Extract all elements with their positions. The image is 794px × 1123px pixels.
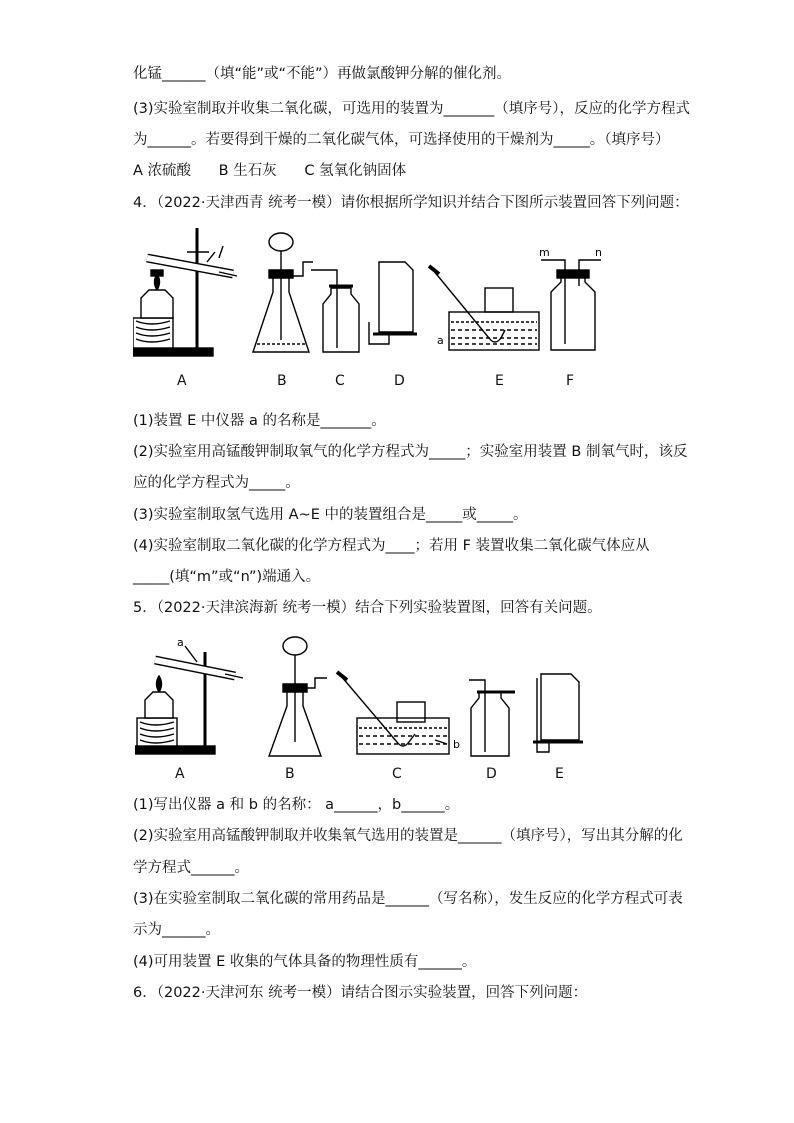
apparatus-e-fig2 [533,674,583,752]
fig1-label-f: F [566,373,575,389]
fig1-label-a: A [177,373,187,389]
svg-text:m: m [539,246,550,259]
svg-text:n: n [595,246,602,259]
fig2-label-e: E [555,766,564,782]
text-line-q4-5: (4)实验室制取二氧化碳的化学方程式为____；若用 F 装置收集二氧化碳气体应从 [133,538,650,554]
apparatus-f-fig1 [539,246,602,350]
apparatus-b-fig1 [253,233,313,352]
text-line-q4-3: 应的化学方程式为_____。 [133,475,300,491]
fig1-label-b: B [277,373,287,389]
text-line-q5-3: 学方程式______。 [133,860,249,876]
text-line-1: 化锰______（填“能”或“不能”）再做氯酸钾分解的催化剂。 [133,66,512,82]
fig1-label-d: D [394,373,405,389]
text-line-q4-4: (3)实验室制取氢气选用 A~E 中的装置组合是_____或_____。 [133,507,528,523]
apparatus-e-fig1 [429,266,539,350]
question-6-heading: 6．（2022·天津河东 统考一模）请结合图示实验装置，回答下列问题： [133,985,588,1001]
text-line-q4-1: (1)装置 E 中仪器 a 的名称是_______。 [133,413,386,429]
question-5-heading: 5．（2022·天津滨海新 统考一模）结合下列实验装置图，回答有关问题。 [133,600,602,616]
text-line-q5-6: (4)可用装置 E 收集的气体具备的物理性质有______。 [133,954,477,970]
text-line-q5-2: (2)实验室用高锰酸钾制取并收集氧气选用的装置是______（填序号），写出其分解的化 [133,828,683,844]
svg-text:b: b [453,738,460,751]
apparatus-c-fig2 [337,672,460,754]
text-line-3: 为______。若要得到干燥的二氧化碳气体，可选择使用的干燥剂为_____。（填序号） [133,132,670,148]
fig2-label-d: D [486,766,497,782]
apparatus-c-fig1 [311,270,359,352]
question-4-heading: 4．（2022·天津西青 统考一模）请你根据所学知识并结合下图所示装置回答下列问题： [133,195,689,211]
text-line-4: A 浓硫酸 B 生石灰 C 氢氧化钠固体 [133,163,407,179]
figure-2-apparatus [135,632,585,764]
fig1-label-c: C [335,373,345,389]
apparatus-d-fig2 [469,680,515,756]
svg-text:a: a [437,334,444,347]
text-line-q5-5: 示为______。 [133,922,220,938]
text-line-q5-4: (3)在实验室制取二氧化碳的常用药品是______（写名称），发生反应的化学方程式可表 [133,891,683,907]
fig2-label-a: A [175,766,185,782]
text-line-q4-6: _____(填“m”或“n”)端通入。 [133,569,321,585]
apparatus-b-fig2 [269,637,327,756]
text-line-2: (3)实验室制取并收集二氧化碳，可选用的装置为_______（填序号），反应的化学方程式 [133,101,691,117]
figure-1-apparatus [133,222,633,372]
apparatus-d-fig1 [369,262,417,344]
fig2-label-c: C [392,766,402,782]
fig1-label-e: E [495,373,504,389]
text-line-q4-2: (2)实验室用高锰酸钾制取氧气的化学方程式为_____；实验室用装置 B 制氧气时，该反 [133,444,688,460]
apparatus-a-fig2 [135,636,243,754]
text-line-q5-1: (1)写出仪器 a 和 b 的名称： a______，b______。 [133,797,460,813]
svg-text:a: a [177,636,184,649]
fig2-label-b: B [285,766,295,782]
apparatus-a-fig1 [133,228,237,356]
